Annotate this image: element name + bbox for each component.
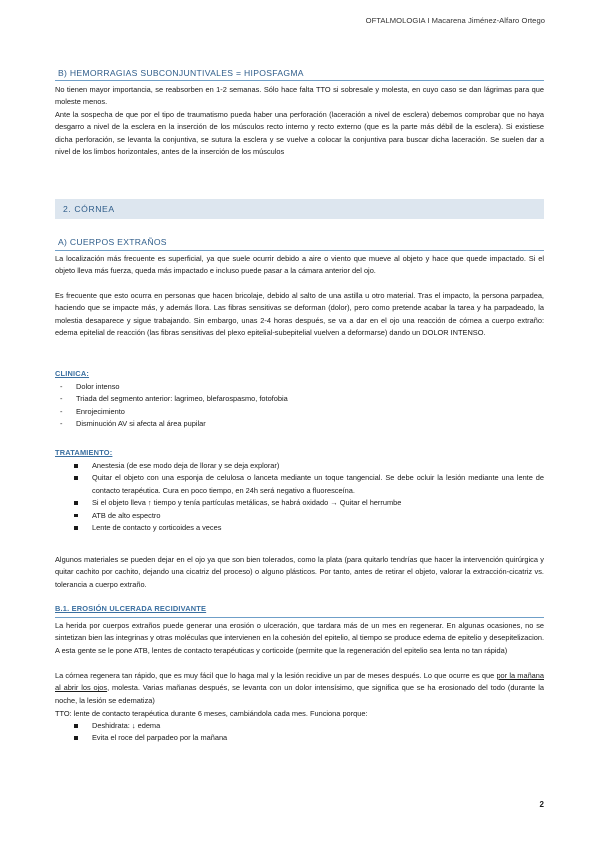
paragraph: TTO: lente de contacto terapéutica durante 6 meses, cambiándola cada mes. Funciona porque: (55, 709, 368, 718)
list-item: - Dolor intenso (55, 381, 535, 393)
erosion-list (55, 720, 544, 745)
heading-cuerpos-extranos: A) CUERPOS EXTRAÑOS (58, 237, 167, 247)
paragraph: La localización más frecuente es superficial, ya que suele ocurrir debido a aire o viento que mueve al objeto y hace que quede impactado. Si el objeto lleva más fuerza, queda más impactado e incluso puede pasar a la cámara anterior del ojo. (55, 254, 544, 276)
heading-rule (55, 80, 544, 81)
list-item: Lente de contacto y corticoides a veces (55, 522, 544, 534)
heading-rule (55, 617, 544, 618)
list-item: ATB de alto espectro (55, 510, 544, 522)
paragraph (55, 670, 544, 707)
tratamiento-list (55, 460, 544, 534)
paragraph: Es frecuente que esto ocurra en personas que hacen bricolaje, debido al salto de una astilla u otro material. Tras el impacto, la persona parpadea, haciendo que se impacte más, y además llora. Las fibras sensitivas se deforman (dolor), pero como pretende acabar la tarea y ha parpadeado, la molestia desaparece y sigue trabajando. Sin embargo, unas 2-4 horas después, se va a dar en el ojo una reacción de córnea a cuerpo extraño: edema epitelial de reacción (las fibras sensitivas del plexo epitelial-subepitelial vuelven a deformarse) dando un DOLOR INTENSO. (55, 291, 544, 338)
list-item: - Disminución AV si afecta al área pupilar (55, 418, 535, 430)
paragraph: La herida por cuerpos extraños puede generar una erosión o ulceración, que tardara más de un mes en regenerar. En algunas ocasiones, no se sintetizan bien las integrinas y otras moléculas que intervienen en la cohesión del epitelio, al tiempo se produce edema de epitelio y desepitelizacion. A esta gente se le pone ATB, lentes de contacto terapéuticas y corticoide (permite que la regeneración del epitelio sea lenta no tan rápida) (55, 621, 544, 655)
clinica-list (55, 381, 535, 431)
section-band-cornea (55, 199, 544, 219)
section-title: 2. CÓRNEA (63, 204, 115, 214)
paragraph: No tienen mayor importancia, se reabsorben en 1-2 semanas. Sólo hace falta TTO si sobresale y molesta, en cuyo caso se dan lágrimas para que moleste menos. (55, 85, 544, 107)
list-item: Evita el roce del parpadeo por la mañana (55, 732, 544, 744)
paragraph: Algunos materiales se pueden dejar en el ojo ya que son bien tolerados, como la plata (para quitarlo tendrías que hacer la intervención quirúrgica y quitar cachito por cachito, dejando una cicatriz del proceso) o alguno plásticos. Por tanto, antes de retirar el objeto, valorar la extracción-cicatriz vs. tolerancia a cuerpo extraño. (55, 555, 544, 589)
list-item: Deshidrata: ↓ edema (55, 720, 544, 732)
label-tratamiento: TRATAMIENTO: (55, 448, 113, 457)
running-header: OFTALMOLOGIA I Macarena Jiménez-Alfaro Ortego (365, 16, 545, 25)
heading-rule (55, 250, 544, 251)
list-item: - Enrojecimiento (55, 406, 535, 418)
list-item: Anestesia (de ese modo deja de llorar y se deja explorar) (55, 460, 544, 472)
text-run: La córnea regenera tan rápido, que es muy fácil que lo haga mal y la lesión recidive un par de meses después. Lo que ocurre es que (55, 671, 497, 680)
underlined-text: por la mañana al abrir los ojos (55, 671, 545, 693)
label-clinica: CLINICA: (55, 369, 90, 378)
list-item: - Triada del segmento anterior: lagrimeo, blefarospasmo, fotofobia (55, 393, 535, 405)
paragraph: Ante la sospecha de que por el tipo de traumatismo pueda haber una perforación (laceración a nivel de esclera) debemos comprobar que no haya desgarro a nivel de la esclera en la inserción de los músculos recto interno y recto externo (que es la parte más débil de la esclera). Si existiese dicha perforación, se levanta la conjuntiva, se sutura la esclera y se vuelve a colocar la conjuntiva para buscar dicha laceración. Se suelen dar a nivel de los limbos horizontales, antes de la inserción de los músculos (55, 110, 544, 157)
text-run: , molesta. Varias mañanas después, se levanta con un dolor intensísimo, que significa que se ha erosionado del todo (durante la noche, la lesión se edematiza) (55, 683, 544, 705)
heading-erosion: B.1. EROSIÓN ULCERADA RECIDIVANTE (55, 604, 207, 613)
list-item: Quitar el objeto con una esponja de celulosa o lanceta mediante un toque tangencial. Se debe ocluir la lesión mediante una lente de contacto terapéutica. Cura en poco tiempo, en 24h será negativo a fluoresceína. (55, 472, 544, 497)
heading-hemorragias: B) HEMORRAGIAS SUBCONJUNTIVALES = HIPOSFAGMA (58, 68, 304, 78)
list-item: Si el objeto lleva ↑ tiempo y tenía partículas metálicas, se habrá oxidado → Quitar el herrumbe (55, 497, 544, 509)
page-number: 2 (539, 800, 544, 809)
